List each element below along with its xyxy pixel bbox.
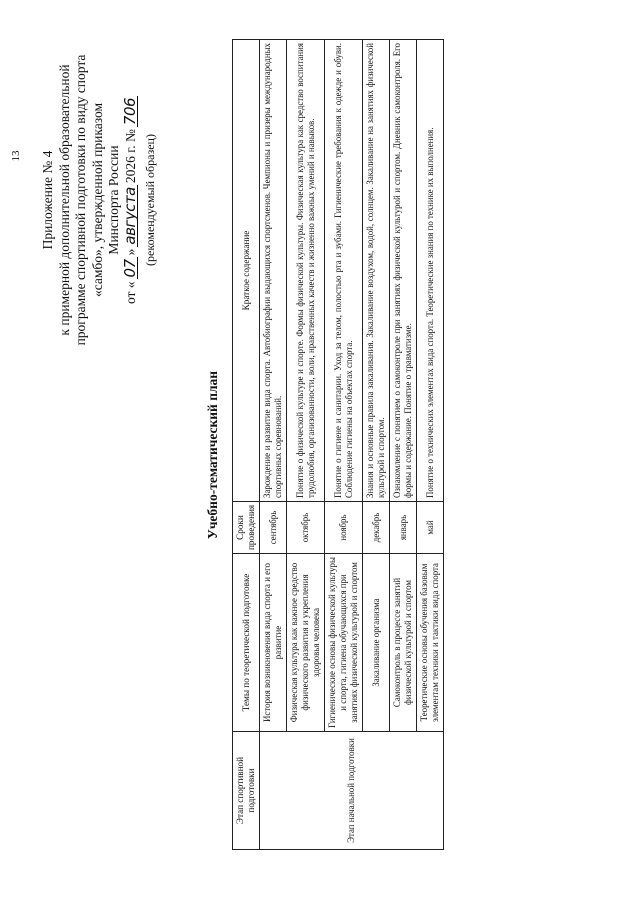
recommended-sample-note: (рекомендуемый образец) <box>143 134 157 266</box>
topic-cell: Физическая культура как важное средство физического развития и укрепления здоровья человека <box>287 554 325 732</box>
table-row <box>287 40 325 850</box>
topic-cell: Самоконтроль в процессе занятий физической культурой и спортом <box>390 554 417 732</box>
term-cell: декабрь <box>363 502 390 554</box>
appendix-line-3: программе спортивной подготовки по виду спорта <box>73 54 88 346</box>
appendix-title: Приложение № 4 <box>40 150 55 250</box>
header-stage: Этап спортивной подготовки <box>233 732 260 850</box>
order-prefix: от « <box>122 281 138 305</box>
stage-cell: Этап начальной подготовки <box>260 732 444 850</box>
order-date-line <box>120 35 140 365</box>
order-mid: » <box>122 248 138 256</box>
thematic-plan-table <box>232 39 444 850</box>
plan-title: Учебно-тематический план <box>205 370 220 540</box>
appendix-line-5: Минспорта России <box>106 145 121 255</box>
content-cell: Ознакомление с понятием о самоконтроле при занятиях физической культурой и спортом. Дневник самоконтроля. Его формы и содержание. Понятие о травматизме. <box>390 40 417 502</box>
order-day-handwritten: 07 <box>120 259 139 278</box>
content-cell: Понятие о гигиене и санитарии. Уход за телом, полостью рта и зубами. Гигиенические требования к одежде и обуви. Соблюдение гигиены на объектах спорта. <box>325 40 363 502</box>
topic-cell: Закаливание организма <box>363 554 390 732</box>
table-header-row <box>233 40 260 850</box>
topic-cell: Гигиенические основы физической культуры и спорта, гигиена обучающихся при занятиях физической культурой и спортом <box>325 554 363 732</box>
term-cell: сентябрь <box>260 502 287 554</box>
topic-cell: История возникновения вида спорта и его развитие <box>260 554 287 732</box>
order-year: 2026 г. № <box>122 129 138 184</box>
term-cell: май <box>417 502 444 554</box>
table-row <box>390 40 417 850</box>
term-cell: январь <box>390 502 417 554</box>
table-row <box>325 40 363 850</box>
appendix-line-4: «самбо», утвержденной приказом <box>89 102 105 298</box>
appendix-header <box>40 35 159 365</box>
content-cell: Зарождение и развитие вида спорта. Автобиографии выдающихся спортсменов. Чемпионы и призеры международных спортивных соревнований. <box>260 40 287 502</box>
table-row <box>260 40 287 850</box>
table-row <box>417 40 444 850</box>
header-topic: Темы по теоретической подготовке <box>233 554 260 732</box>
appendix-line-2: к примерной дополнительной образовательной <box>56 64 72 336</box>
header-term: Сроки проведения <box>233 502 260 554</box>
content-cell: Знания и основные правила закаливания. Закаливание воздухом, водой, солнцем. Закаливание на занятиях физической культурой и спортом. <box>363 40 390 502</box>
order-number-handwritten: 706 <box>120 97 139 126</box>
term-cell: ноябрь <box>325 502 363 554</box>
topic-cell: Теоретические основы обучения базовым элементам техники и тактики вида спорта <box>417 554 444 732</box>
header-content: Краткое содержание <box>233 40 260 502</box>
order-month-handwritten: августа <box>120 187 139 245</box>
table-row <box>363 40 390 850</box>
page-number: 13 <box>10 150 22 162</box>
term-cell: октябрь <box>287 502 325 554</box>
content-cell: Понятие о физической культуре и спорте. Формы физической культуры. Физическая культура как средство воспитания трудолюбия, организованности, воли, нравственных качеств и жизненно важных умений и навыков. <box>287 40 325 502</box>
content-cell: Понятие о технических элементах вида спорта. Теоретические знания по технике их выполнения. <box>417 40 444 502</box>
